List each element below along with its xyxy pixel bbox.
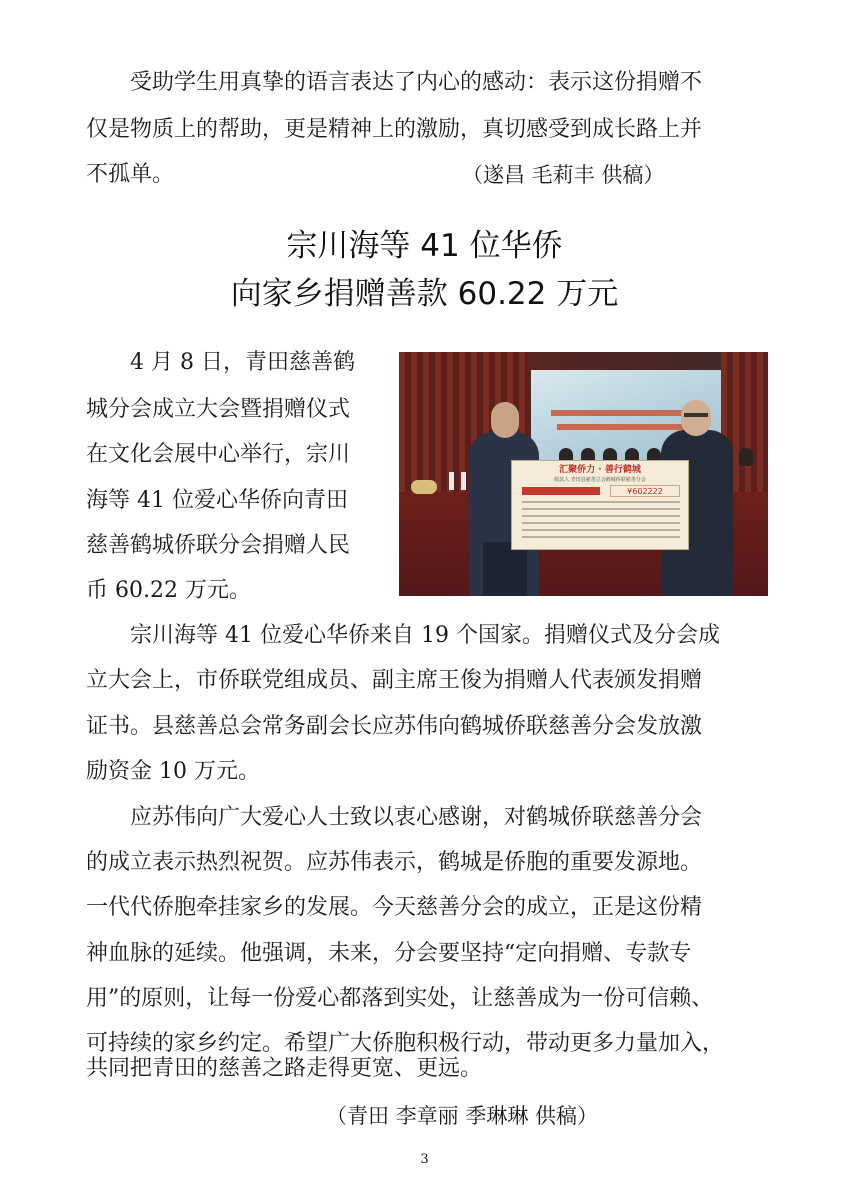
para2-line: 宗川海等 41 位爱心华侨来自 19 个国家。捐赠仪式及分会成 bbox=[130, 623, 720, 648]
top-paragraph-line: 受助学生用真挚的语言表达了内心的感动：表示这份捐赠不 bbox=[130, 70, 703, 95]
para3-line: 共同把青田的慈善之路走得更宽、更远。 bbox=[86, 1056, 483, 1081]
cheque-title: 汇聚侨力 · 善行鹤城 bbox=[559, 465, 641, 475]
intro-line: 海等 41 位爱心华侨向青田 bbox=[86, 488, 348, 513]
top-paragraph-line: 不孤单。 bbox=[86, 162, 175, 187]
page-number: 3 bbox=[420, 1152, 429, 1167]
intro-line: 币 60.22 万元。 bbox=[86, 578, 251, 603]
para2-line: 立大会上，市侨联党组成员、副主席王俊为捐赠人代表颁发捐赠 bbox=[86, 668, 703, 693]
para2-line: 励资金 10 万元。 bbox=[86, 759, 260, 784]
para3-line: 应苏伟向广大爱心人士致以衷心感谢，对鹤城侨联慈善分会 bbox=[130, 805, 703, 830]
para3-line: 可持续的家乡约定。希望广大侨胞积极行动，带动更多力量加入， bbox=[86, 1031, 725, 1056]
intro-line: 慈善鹤城侨联分会捐赠人民 bbox=[86, 533, 351, 558]
cheque-subtitle: 收款人 青田县慈善总会鹤城侨联慈善分会 bbox=[554, 477, 646, 483]
article-title-line2: 向家乡捐赠善款 60.22 万元 bbox=[230, 276, 619, 312]
top-paragraph-line: 仅是物质上的帮助，更是精神上的激励，真切感受到成长路上并 bbox=[86, 117, 703, 142]
intro-line: 4 月 8 日，青田慈善鹤 bbox=[130, 350, 355, 375]
para3-line: 用”的原则，让每一份爱心都落到实处，让慈善成为一份可信赖、 bbox=[86, 986, 714, 1011]
article-title-line1: 宗川海等 41 位华侨 bbox=[286, 228, 563, 264]
para3-line: 的成立表示热烈祝贺。应苏伟表示，鹤城是侨胞的重要发源地。 bbox=[86, 850, 703, 875]
cheque-amount: ¥602222 bbox=[610, 485, 680, 497]
donation-ceremony-photo bbox=[399, 352, 768, 596]
para2-line: 证书。县慈善总会常务副会长应苏伟向鹤城侨联慈善分会发放激 bbox=[86, 714, 703, 739]
para3-line: 一代代侨胞牵挂家乡的发展。今天慈善分会的成立，正是这份精 bbox=[86, 895, 703, 920]
para3-line: 神血脉的延续。他强调，未来，分会要坚持“定向捐赠、专款专 bbox=[86, 941, 692, 966]
donation-cheque-board bbox=[511, 460, 689, 550]
article-credit: （青田 李章丽 季琳琳 供稿） bbox=[326, 1104, 599, 1128]
intro-line: 在文化会展中心举行，宗川 bbox=[86, 442, 351, 467]
intro-line: 城分会成立大会暨捐赠仪式 bbox=[86, 397, 351, 422]
top-credit: （遂昌 毛莉丰 供稿） bbox=[462, 163, 665, 187]
